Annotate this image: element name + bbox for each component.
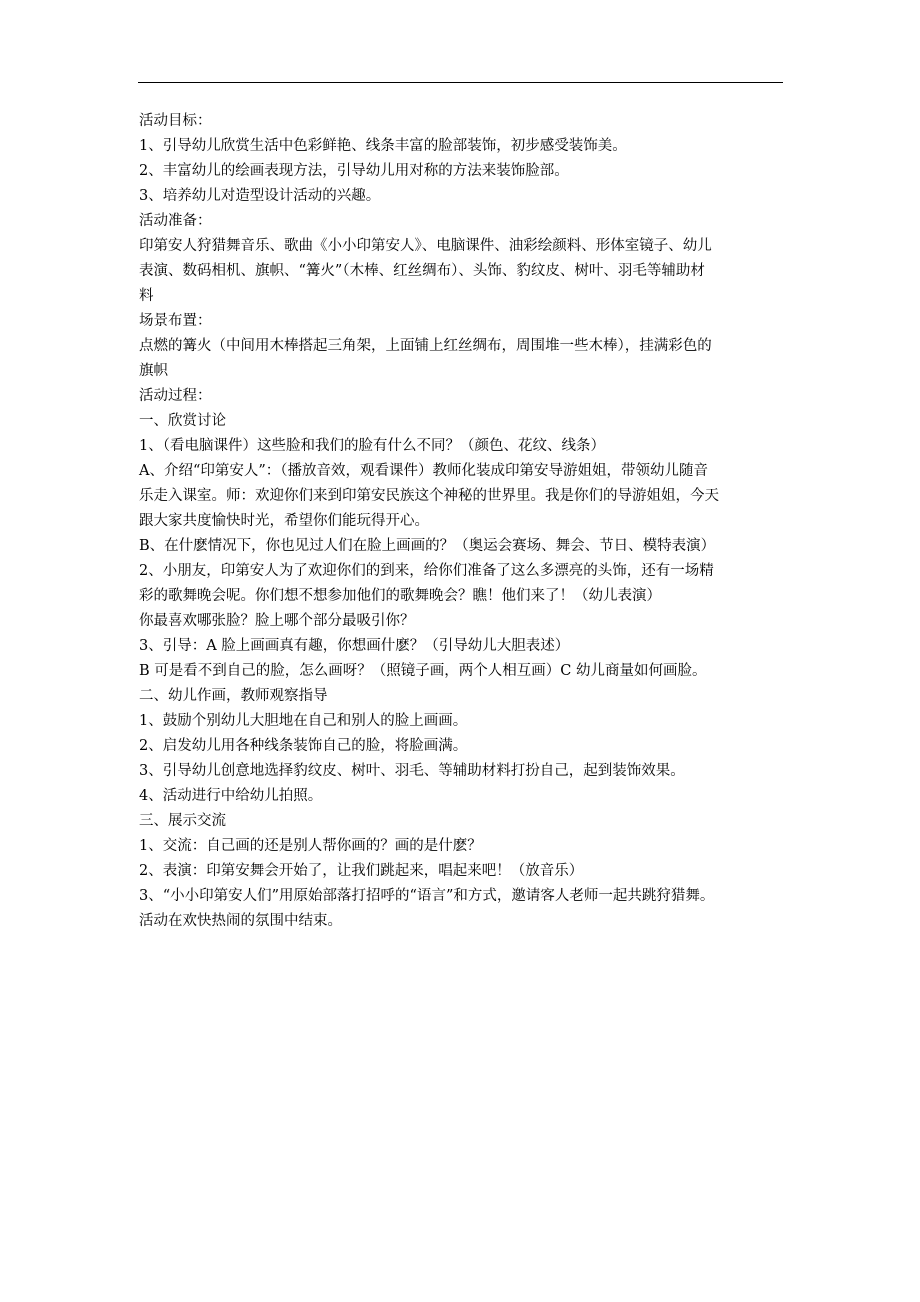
text-line: 乐走入课室。师：欢迎你们来到印第安民族这个神秘的世界里。我是你们的导游姐姐，今天 (139, 488, 719, 504)
text-line: 2、表演：印第安舞会开始了，让我们跳起来，唱起来吧！（放音乐） (139, 863, 584, 879)
text-line: 1、交流：自己画的还是别人帮你画的？画的是什麽？ (139, 838, 482, 854)
text-line: 活动准备： (139, 213, 212, 229)
text-line: 二、幼儿作画，教师观察指导 (139, 688, 328, 704)
header-rule (138, 82, 783, 83)
text-line: B、在什麽情况下，你也见过人们在脸上画画的？（奥运会赛场、舞会、节日、模特表演） (139, 538, 716, 554)
text-line: 你最喜欢哪张脸？脸上哪个部分最吸引你？ (139, 613, 415, 629)
text-line: 1、鼓励个别幼儿大胆地在自己和别人的脸上画画。 (139, 713, 468, 729)
text-line: 2、启发幼儿用各种线条装饰自己的脸，将脸画满。 (139, 738, 468, 754)
text-line: 表演、数码相机、旗帜、“篝火”（木棒、红丝绸布）、头饰、豹纹皮、树叶、羽毛等辅助材 (139, 263, 705, 279)
text-line: 活动目标： (139, 113, 212, 129)
text-line: 跟大家共度愉快时光，希望你们能玩得开心。 (139, 513, 429, 529)
text-line: 1、（看电脑课件）这些脸和我们的脸有什么不同？（颜色、花纹、线条） (139, 438, 605, 454)
text-line: 2、小朋友，印第安人为了欢迎你们的到来，给你们准备了这么多漂亮的头饰，还有一场精 (139, 563, 714, 579)
text-line: 旗帜 (139, 363, 168, 379)
text-line: 印第安人狩猎舞音乐、歌曲《小小印第安人》、电脑课件、油彩绘颜料、形体室镜子、幼儿 (139, 238, 712, 254)
text-line: 3、引导幼儿创意地选择豹纹皮、树叶、羽毛、等辅助材料打扮自己，起到装饰效果。 (139, 763, 685, 779)
text-line: 场景布置： (139, 313, 212, 329)
text-line: 活动在欢快热闹的氛围中结束。 (139, 913, 342, 929)
text-line: 活动过程： (139, 388, 212, 404)
text-line: 彩的歌舞晚会呢。你们想不想参加他们的歌舞晚会？瞧！他们来了！（幼儿表演） (139, 588, 661, 604)
text-line: 点燃的篝火（中间用木棒搭起三角架，上面铺上红丝绸布，周围堆一些木棒），挂满彩色的 (139, 338, 712, 354)
document-body (139, 109, 789, 934)
text-line: B 可是看不到自己的脸，怎么画呀？（照镜子画，两个人相互画）C 幼儿商量如何画脸。 (139, 663, 707, 679)
text-line: 3、培养幼儿对造型设计活动的兴趣。 (139, 188, 381, 204)
text-line: 1、引导幼儿欣赏生活中色彩鲜艳、线条丰富的脸部装饰，初步感受装饰美。 (139, 138, 627, 154)
text-line: 4、活动进行中给幼儿拍照。 (139, 788, 323, 804)
text-line: 一、欣赏讨论 (139, 413, 226, 429)
text-line: 料 (139, 288, 154, 304)
text-line: 2、丰富幼儿的绘画表现方法，引导幼儿用对称的方法来装饰脸部。 (139, 163, 569, 179)
text-line: A、介绍“印第安人”：（播放音效，观看课件）教师化装成印第安导游姐姐，带领幼儿随音 (139, 463, 709, 479)
text-line: 3、引导：A 脸上画画真有趣，你想画什麽？（引导幼儿大胆表述） (139, 638, 570, 654)
text-line: 3、“小小印第安人们”用原始部落打招呼的“语言”和方式，邀请客人老师一起共跳狩猎舞。 (139, 888, 715, 904)
text-line: 三、展示交流 (139, 813, 226, 829)
